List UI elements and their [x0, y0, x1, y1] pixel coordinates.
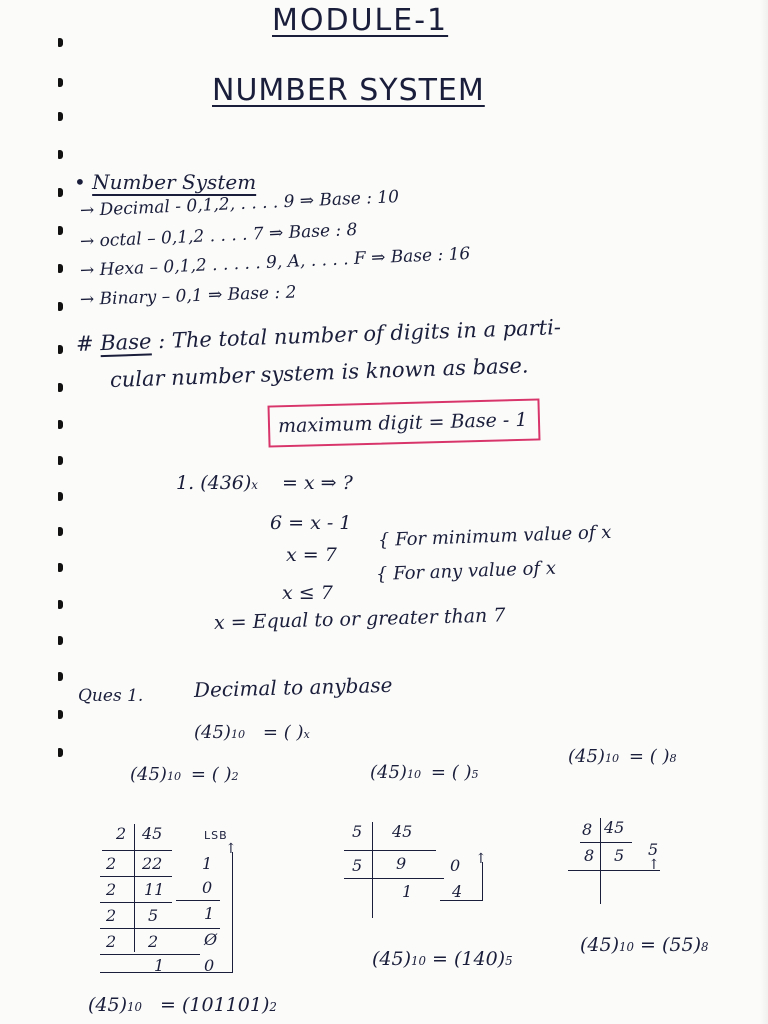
binding-hole: [58, 563, 63, 572]
div2-row-remainder: Ø: [204, 930, 218, 949]
binding-hole: [58, 383, 63, 392]
result-base2-value: (45): [88, 994, 128, 1016]
div5-vertical-line: [372, 822, 373, 918]
base-colon: :: [157, 328, 166, 354]
div8-header-number: 45: [604, 818, 625, 837]
result-base8-answer: = (55): [640, 934, 702, 956]
equation-main-subscript: 10: [230, 728, 246, 741]
question-label: Ques 1.: [78, 686, 144, 706]
div2-lsb-arrow-line: [232, 852, 233, 972]
div5-row-divisor: 5: [352, 856, 363, 875]
binding-hole: [58, 264, 63, 273]
div2-row-remainder: 0: [204, 956, 215, 975]
equation-base2-base: 2: [231, 770, 239, 783]
equation-base8-blank: = ( ): [628, 746, 670, 767]
div5-row-line: [344, 878, 444, 879]
result-base8: [580, 936, 709, 955]
div5-row-line: [344, 850, 436, 851]
equation-base5-blank: = ( ): [430, 762, 472, 783]
div8-row-line: [568, 870, 660, 871]
equation-base8-value: (45): [568, 746, 605, 767]
equation-base2-subscript: 10: [166, 770, 182, 783]
hash-symbol: #: [75, 331, 94, 356]
bullet: •: [74, 170, 86, 194]
div2-row-remainder: 0: [202, 878, 213, 897]
base-definition-text1: The total number of digits in a parti-: [171, 315, 562, 353]
result-base2-answer: = (101101): [160, 994, 270, 1016]
binding-hole: [58, 492, 63, 501]
div2-row-line: [100, 928, 220, 929]
example-note-minimum: { For minimum value of x: [377, 521, 612, 551]
div2-lsb-label: LSB: [204, 829, 228, 842]
result-base8-value: (45): [580, 934, 620, 956]
result-base5: [372, 950, 513, 969]
example-number: 1.: [176, 472, 195, 494]
list-item-hexa: → Hexa – 0,1,2 . . . . . 9, A, . . . . F ⇒ Base : 16: [79, 243, 471, 281]
equation-base8-base: 8: [669, 752, 677, 765]
equation-main-base: x: [303, 728, 310, 741]
equation-base2-blank: = ( ): [190, 764, 232, 785]
binding-hole: [58, 420, 63, 429]
base-definition-line2: cular number system is known as base.: [109, 353, 529, 392]
result-base8-base: 8: [701, 940, 709, 954]
div8-row-quotient: 5: [614, 846, 625, 865]
div5-header-number: 45: [392, 822, 413, 841]
div2-row-quotient: 2: [148, 932, 159, 951]
div2-row-line: [100, 902, 172, 903]
question-title: Decimal to anybase: [193, 672, 393, 702]
div2-row-quotient: 11: [144, 880, 165, 899]
module-title: MODULE-1: [272, 3, 449, 38]
binding-hole: [58, 150, 63, 159]
up-arrow-icon: ↑: [648, 857, 660, 873]
binding-hole: [58, 188, 63, 197]
result-base5-base: 5: [505, 954, 513, 968]
result-base5-value: (45): [372, 948, 412, 970]
example-note-any: { For any value of x: [375, 557, 557, 585]
base-definition-line1: [76, 317, 562, 355]
div5-row-remainder: 4: [452, 882, 463, 901]
page-title: NUMBER SYSTEM: [212, 73, 485, 108]
div2-row-quotient: 1: [154, 956, 165, 975]
binding-hole: [58, 226, 63, 235]
div2-row-line: [100, 876, 172, 877]
equation-base5-subscript: 10: [406, 768, 422, 781]
div2-vertical-line: [134, 824, 135, 952]
result-base2-base: 2: [269, 1000, 277, 1014]
page-edge-shadow: [760, 0, 768, 1024]
up-arrow-icon: ↑: [225, 841, 237, 857]
result-base5-answer: = (140): [432, 948, 506, 970]
example-subscript: x: [251, 478, 258, 492]
div2-row-line: [100, 954, 200, 955]
equation-base2: [130, 766, 239, 784]
binding-hole: [58, 302, 63, 311]
div2-remainder-line: [176, 900, 220, 901]
equation-base5: [370, 764, 479, 782]
div2-row-remainder: 1: [204, 904, 215, 923]
base-term: Base: [99, 329, 152, 356]
div2-header-divisor: 2: [116, 824, 127, 843]
equation-base8-subscript: 10: [604, 752, 620, 765]
formula-text: maximum digit = Base - 1: [277, 408, 528, 438]
binding-hole: [58, 636, 63, 645]
equation-base5-value: (45): [370, 762, 407, 783]
div2-row-quotient: 22: [142, 854, 163, 873]
binding-hole: [58, 38, 63, 47]
equation-base5-base: 5: [471, 768, 479, 781]
div2-row-divisor: 2: [106, 932, 117, 951]
div5-row-quotient: 1: [402, 882, 413, 901]
equation-base8: [568, 748, 677, 766]
div8-header-divisor: 8: [582, 820, 593, 839]
example-1: [176, 474, 353, 493]
div5-arrow-line: [482, 862, 483, 900]
example-conclusion: x = Equal to or greater than 7: [213, 604, 506, 634]
div5-row-quotient: 9: [396, 854, 407, 873]
section-label: Number System: [92, 170, 257, 194]
example-question: = x ⇒ ?: [281, 472, 353, 494]
equation-base2-value: (45): [130, 764, 167, 785]
div5-arrow-bottom: [440, 900, 483, 901]
equation-main-value: (45): [194, 722, 231, 743]
binding-hole: [58, 600, 63, 609]
binding-hole: [58, 710, 63, 719]
binding-hole: [58, 672, 63, 681]
list-item-octal: → octal – 0,1,2 . . . . 7 ⇒ Base : 8: [79, 219, 358, 252]
list-item-decimal: → Decimal - 0,1,2, . . . . 9 ⇒ Base : 10: [79, 187, 400, 221]
result-base5-subscript: 10: [411, 954, 426, 968]
binding-hole: [58, 527, 63, 536]
div2-row-divisor: 2: [106, 906, 117, 925]
div2-row-divisor: 2: [106, 880, 117, 899]
binding-hole: [58, 345, 63, 354]
result-base2: [88, 996, 277, 1015]
div8-row-line: [580, 842, 632, 843]
result-base2-subscript: 10: [127, 1000, 142, 1014]
formula-box: [267, 398, 540, 447]
div2-row-quotient: 5: [148, 906, 159, 925]
example-step-1: 6 = x - 1: [270, 512, 352, 534]
result-base8-subscript: 10: [619, 940, 634, 954]
div2-header-number: 45: [142, 824, 163, 843]
binding-hole: [58, 112, 63, 121]
div8-vertical-line: [600, 818, 601, 904]
binding-hole: [58, 78, 63, 87]
binding-hole: [58, 748, 63, 757]
div2-row-line: [102, 850, 172, 851]
example-value: (436): [200, 472, 252, 494]
div2-row-remainder: 1: [202, 854, 213, 873]
up-arrow-icon: ↑: [475, 851, 487, 867]
div8-row-divisor: 8: [584, 846, 595, 865]
div8-row-remainder: 5: [648, 840, 659, 859]
example-step-2: x = 7: [286, 544, 337, 566]
div5-header-divisor: 5: [352, 822, 363, 841]
list-item-binary: → Binary – 0,1 ⇒ Base : 2: [79, 282, 297, 310]
equation-main-blank: = ( ): [262, 722, 304, 743]
section-number-system: [74, 172, 256, 192]
spiral-binding: [0, 0, 12, 1024]
div5-row-remainder: 0: [450, 856, 461, 875]
binding-hole: [58, 456, 63, 465]
equation-main: [194, 724, 310, 742]
div2-row-divisor: 2: [106, 854, 117, 873]
example-step-3: x ≤ 7: [282, 582, 333, 604]
